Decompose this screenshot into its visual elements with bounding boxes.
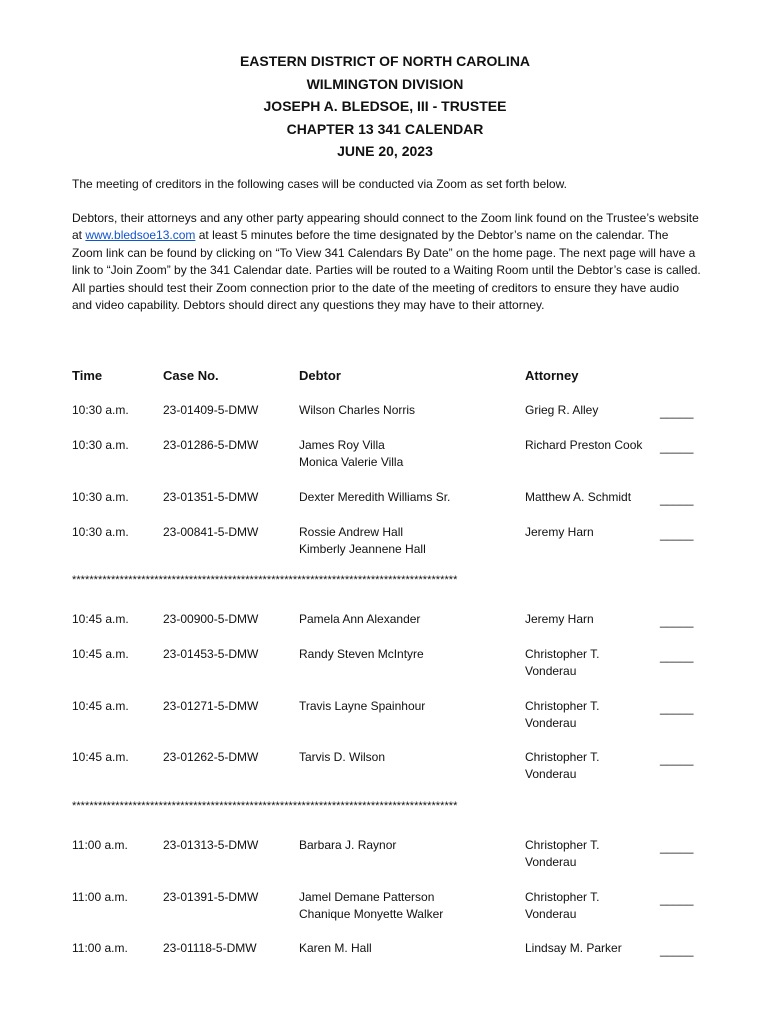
row-time: 10:30 a.m.	[72, 438, 129, 452]
section-separator: *****************************************************************************************	[72, 574, 458, 586]
row-time: 11:00 a.m.	[72, 890, 128, 904]
header-time: Time	[72, 368, 103, 383]
row-case-no: 23-01453-5-DMW	[163, 647, 259, 661]
header-debtor: Debtor	[299, 368, 341, 383]
row-signature-blank: _____	[660, 440, 694, 454]
row-attorney: Christopher T.	[525, 750, 600, 764]
row-signature-blank: _____	[660, 527, 694, 541]
row-signature-blank: _____	[660, 701, 694, 715]
row-attorney-line2: Vonderau	[525, 716, 577, 731]
row-debtor: Barbara J. Raynor	[299, 838, 397, 852]
row-case-no: 23-00841-5-DMW	[163, 525, 259, 539]
row-attorney: Christopher T.	[525, 890, 600, 904]
row-attorney-line2: Vonderau	[525, 907, 577, 922]
row-signature-blank: _____	[660, 492, 694, 506]
row-time: 11:00 a.m.	[72, 941, 128, 955]
row-case-no: 23-01351-5-DMW	[163, 490, 259, 504]
row-time: 11:00 a.m.	[72, 838, 128, 852]
row-attorney: Matthew A. Schmidt	[525, 490, 632, 504]
row-debtor: Wilson Charles Norris	[299, 403, 416, 417]
row-signature-blank: _____	[660, 892, 694, 906]
table-row	[0, 489, 770, 529]
intro-paragraph-2	[72, 210, 702, 314]
row-signature-blank: _____	[660, 840, 694, 854]
row-attorney: Christopher T.	[525, 647, 600, 661]
header-division: WILMINGTON DIVISION	[306, 75, 464, 92]
header-district: EASTERN DISTRICT OF NORTH CAROLINA	[239, 53, 531, 69]
row-case-no: 23-01118-5-DMW	[163, 941, 257, 955]
table-row	[0, 524, 770, 564]
row-case-no: 23-01286-5-DMW	[163, 438, 259, 452]
row-attorney: Richard Preston Cook	[525, 438, 643, 452]
row-attorney: Christopher T.	[525, 699, 600, 713]
row-debtor: Jamel Demane Patterson	[299, 890, 435, 904]
row-time: 10:30 a.m.	[72, 490, 129, 504]
row-case-no: 23-01409-5-DMW	[163, 403, 259, 417]
row-time: 10:45 a.m.	[72, 699, 129, 713]
row-debtor: James Roy Villa	[299, 438, 385, 452]
row-debtor: Tarvis D. Wilson	[299, 750, 386, 764]
row-case-no: 23-00900-5-DMW	[163, 612, 259, 626]
table-row	[0, 940, 770, 980]
row-debtor: Dexter Meredith Williams Sr.	[299, 490, 451, 504]
row-case-no: 23-01313-5-DMW	[163, 838, 259, 852]
header-trustee: JOSEPH A. BLEDSOE, III - TRUSTEE	[263, 98, 507, 114]
table-row	[0, 402, 770, 442]
row-debtor: Travis Layne Spainhour	[299, 699, 426, 713]
table-row	[0, 437, 770, 477]
row-attorney-line2: Vonderau	[525, 855, 577, 870]
row-signature-blank: _____	[660, 649, 694, 663]
row-signature-blank: _____	[660, 614, 694, 628]
row-debtor: Karen M. Hall	[299, 941, 372, 955]
header-case-no: Case No.	[163, 368, 219, 383]
row-attorney: Jeremy Harn	[525, 525, 594, 539]
table-row	[0, 889, 770, 929]
row-case-no: 23-01271-5-DMW	[163, 699, 259, 713]
row-debtor: Randy Steven McIntyre	[299, 647, 424, 661]
header-date: JUNE 20, 2023	[337, 143, 433, 159]
header-calendar-title: CHAPTER 13 341 CALENDAR	[286, 120, 484, 137]
section-separator: *****************************************************************************************	[72, 800, 458, 812]
table-row	[0, 646, 770, 686]
table-header-row	[0, 367, 770, 407]
row-attorney-line2: Vonderau	[525, 664, 577, 679]
row-signature-blank: _____	[660, 405, 694, 419]
row-co-debtor: Kimberly Jeannene Hall	[299, 542, 426, 557]
document-header	[0, 50, 770, 163]
table-row	[0, 611, 770, 651]
row-time: 10:45 a.m.	[72, 612, 129, 626]
row-attorney: Jeremy Harn	[525, 612, 594, 626]
row-time: 10:45 a.m.	[72, 647, 129, 661]
row-case-no: 23-01391-5-DMW	[163, 890, 259, 904]
row-signature-blank: _____	[660, 752, 694, 766]
table-row	[0, 837, 770, 877]
row-time: 10:45 a.m.	[72, 750, 129, 764]
intro-text-after-link: at least 5 minutes before the time designated by the Debtor’s name on the calendar. The Zoom link can be found by clicking on “To View 341 Calendars By Date” on the home page. The next page will have a link to “Join Zoom” by the 341 Calendar date. Parties will be routed to a Waiting Room until the Debtor’s case is called. All parties should test their Zoom connection prior to the date of the meeting of creditors to ensure they have audio and video capability. Debtors should direct any questions they may have to their attorney.	[72, 228, 701, 313]
intro-text-before-link: Debtors, their attorneys and any other party appearing should connect to the Zoom link found on the Trustee’s website at	[72, 211, 699, 243]
row-case-no: 23-01262-5-DMW	[163, 750, 259, 764]
row-debtor: Rossie Andrew Hall	[299, 525, 404, 539]
table-row	[0, 749, 770, 789]
intro-paragraph-1: The meeting of creditors in the following cases will be conducted via Zoom as set forth below.	[72, 177, 567, 191]
trustee-website-link[interactable]: www.bledsoe13.com	[85, 228, 196, 243]
row-attorney-line2: Vonderau	[525, 767, 577, 782]
header-attorney: Attorney	[525, 368, 579, 383]
row-co-debtor: Monica Valerie Villa	[299, 455, 404, 470]
row-time: 10:30 a.m.	[72, 403, 129, 417]
row-attorney: Lindsay M. Parker	[525, 941, 622, 955]
row-attorney: Grieg R. Alley	[525, 403, 599, 417]
row-attorney: Christopher T.	[525, 838, 600, 852]
row-debtor: Pamela Ann Alexander	[299, 612, 421, 626]
row-signature-blank: _____	[660, 943, 694, 957]
table-row	[0, 698, 770, 738]
row-co-debtor: Chanique Monyette Walker	[299, 907, 444, 922]
row-time: 10:30 a.m.	[72, 525, 129, 539]
